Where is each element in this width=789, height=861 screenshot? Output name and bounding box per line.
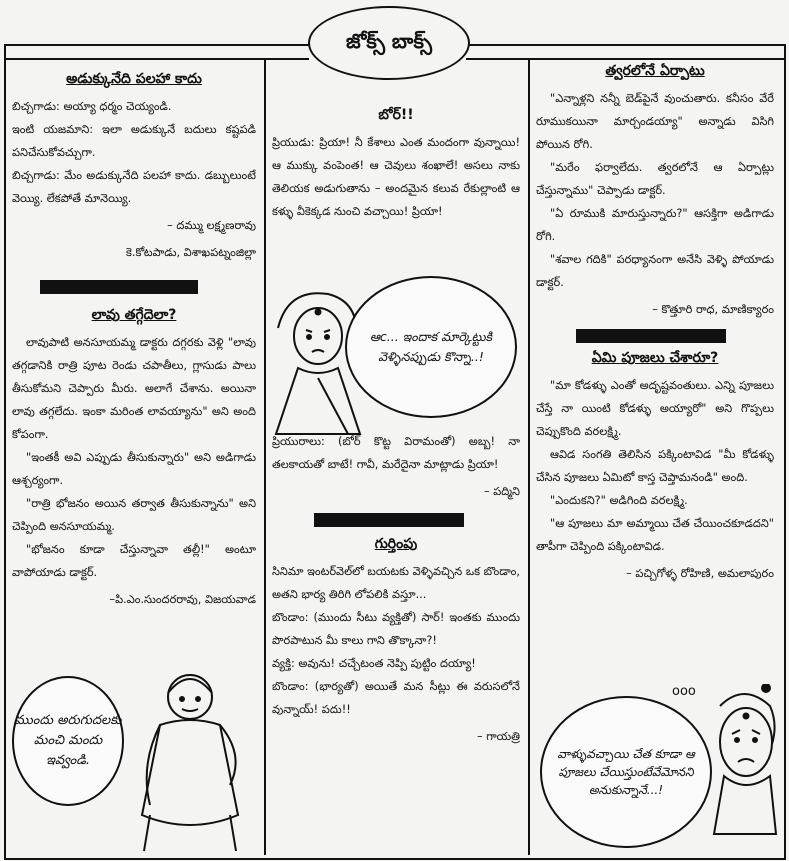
joke-line: బిచ్చగాడు: అయ్యా ధర్మం చెయ్యండి. bbox=[12, 100, 172, 113]
joke-line: "ఎందుకని?" అడిగింది వరలక్ష్మి. bbox=[550, 494, 688, 507]
joke-line: బొండాం: (ముందు సీటు వ్యక్తితో) సార్! ఇంతకు ముందు పొరపాటున మీ కాలు గాని తొక్కానా?! bbox=[272, 611, 520, 647]
joke-heading: ఏమి పూజలు చేశారూ? bbox=[591, 350, 719, 366]
speech-bubble-text: ఆc... ఇందాక మార్కెట్టుకి వెళ్ళినప్పుడు కొన్నా..! bbox=[369, 329, 493, 364]
joke-line: "ఎన్నాళ్లని నన్నీ బెడ్‌పైనే వుంచుతారు. కనీసం వేరే రూముకయినా మార్చండయ్యా" అన్నాడు విసిగి పోయిన రోగి. bbox=[536, 92, 774, 151]
speech-bubble bbox=[540, 696, 712, 848]
bubble-circles-text: ooo bbox=[672, 684, 696, 699]
joke-author: –పి.ఎం.సుందరరావు, విజయవాడ bbox=[109, 593, 256, 606]
column-divider-right bbox=[528, 58, 530, 855]
joke-line: బిచ్చగాడు: మేం అడుక్కునేది పలహా కాదు. డబ్బులుంటే వెయ్యి. లేకపోతే మానెయ్యి. bbox=[12, 169, 256, 205]
cartoon-woman-face-illustration bbox=[700, 684, 780, 838]
joke-line: "మరేం ఫర్వాలేదు. త్వరలోనే ఆ ఏర్పాట్లు చేస్తున్నాము" చెప్పాడు డాక్టర్. bbox=[536, 161, 774, 197]
black-bar bbox=[314, 513, 464, 527]
speech-bubble bbox=[345, 276, 517, 418]
joke-line: వ్యక్తి: అవును! చచ్చేటంత నెప్పి పుట్టిం దయ్యా! bbox=[272, 657, 476, 670]
joke-line: "భోజనం కూడా చేస్తున్నావా తల్లీ!" అంటూ వాపోయాడు డాక్టర్. bbox=[12, 543, 256, 579]
column-2 bbox=[272, 104, 520, 223]
joke-line: ఆవిడ సంగతి తెలిసిన పక్కింటావిడ "మీ కోడళ్ళు చేసిన పూజలు ఏమిటో కాస్త చెప్తామనండి" అంది. bbox=[536, 448, 774, 484]
joke-line: "ఇంతకీ అవి ఎప్పుడు తీసుకున్నారు" అని అడిగాడు ఆశ్చర్యంగా. bbox=[12, 451, 256, 487]
joke-line: ఇంటి యజమాని: ఇలా అడుక్కునే బదులు కష్టపడి పనిచేసుకోవచ్చుగా. bbox=[12, 123, 256, 159]
joke-heading: లావు తగ్గేదెలా? bbox=[91, 307, 177, 323]
black-bar bbox=[576, 329, 726, 343]
joke-author: – కొత్తూరి రాధ, మాణిక్యారం bbox=[652, 303, 774, 316]
joke-line: "మా కోడళ్ళు ఎంతో అదృష్టవంతులు. ఎన్ని పూజలు చేస్తే నా యింటి కోడళ్ళు అయ్యారో" అని గొప్పలు చెప్పుకొంది వరలక్ష్మి. bbox=[536, 379, 774, 438]
column-1 bbox=[12, 68, 256, 611]
joke-author: – దమ్ము లక్ష్మణరావు bbox=[167, 219, 256, 232]
joke-line: బొండాం: (భార్యతో) అయితే మన సీట్లు ఈ వరుసలోనే వున్నాయ్! పదు!! bbox=[272, 680, 520, 716]
joke-author: – పద్మిని bbox=[483, 485, 520, 498]
joke-line: ప్రియురాలు: (బోర్ కొట్ట విరామంతో) అబ్బ! నా తలకాయతో బాటే! గావీ, మరేదైనా మాట్లాడు ప్రియా! bbox=[272, 435, 520, 471]
title-rule-left bbox=[4, 58, 309, 60]
speech-bubble-text: వాళ్ళువచ్చాయి చేత కూడా ఆ పూజలు చేయిస్తుంటేవేమోనని అనుకున్నానే...! bbox=[557, 747, 695, 797]
joke-line: సినిమా ఇంటర్‌వెల్‌లో బయటకు వెళ్ళివచ్చిన ఒక బొండాం, అతని భార్య తిరిగి లోపలికి వస్తూ... bbox=[272, 565, 520, 601]
joke-line: "రాత్రి భోజనం అయిన తర్వాత తీసుకున్నాను" అని చెప్పింది అనసూయమ్మ. bbox=[12, 497, 256, 533]
joke-line: ప్రియుడు: ప్రియా! నీ కేశాలు ఎంత మందంగా వున్నాయి! ఆ ముక్కు వంపెంత! ఆ చెవులు శంఖాలే! అసలు నాకు తెలియక అడుగుతాను – అందమైన కలువ రేకుల్లాంటి ఆ కళ్ళు వీకెక్కడ నుంచి వచ్చాయి! ప్రియా! bbox=[272, 136, 520, 218]
black-bar bbox=[40, 280, 198, 294]
page-title-text: జోక్స్ బాక్స్ bbox=[345, 28, 433, 53]
joke-heading: బోర్!! bbox=[378, 107, 414, 123]
column-2-lower bbox=[272, 430, 520, 748]
joke-line: "శవాల గదికి" పరధ్యానంగా అనేసి వెళ్ళి పోయాడు డాక్టర్. bbox=[536, 253, 774, 289]
joke-author-place: కె.కోటపాడు, విశాఖపట్నంజిల్లా bbox=[125, 246, 256, 259]
speech-bubble-text: ముందు అరుగుదలకు మంచి మందు ఇవ్వండి. bbox=[14, 713, 122, 768]
speech-bubble bbox=[12, 676, 124, 806]
joke-author: – గాయత్రి bbox=[476, 730, 520, 743]
joke-heading: అడుక్కునేది పలహా కాదు bbox=[66, 71, 202, 87]
joke-author: – పచ్చిగోళ్ళ రోహిణి, అమలాపురం bbox=[626, 567, 774, 580]
page-title bbox=[308, 6, 470, 80]
column-3 bbox=[536, 60, 774, 585]
joke-line: "ఏ రూముకి మారుస్తున్నారు?" ఆసక్తిగా అడిగాడు రోగి. bbox=[536, 207, 774, 243]
column-divider-left bbox=[264, 58, 266, 855]
joke-line: లావుపాటి అనసూయమ్మ డాక్టరు దగ్గరకు వెళ్లి "లావు తగ్గడానికి రాత్రి పూట రెండు చపాతీలు, గ్లాసుడు పాలు తీసుకోమని చెప్పారు మీరు. అలాగే చేశాను. అయినా లావు తగ్గలేదు. ఇంకా మరింత లావయ్యాను" అని అంది కోపంగా. bbox=[12, 336, 256, 441]
joke-heading: త్వరలోనే ఏర్పాటు bbox=[605, 63, 705, 79]
joke-heading: గుర్తింపు bbox=[374, 536, 418, 552]
joke-line: "ఆ పూజలు మా అమ్మాయి చేత చేయించకూడదని" తాపీగా చెప్పింది పక్కింటావిడ. bbox=[536, 517, 774, 553]
cartoon-woman-eating-illustration bbox=[120, 665, 260, 853]
